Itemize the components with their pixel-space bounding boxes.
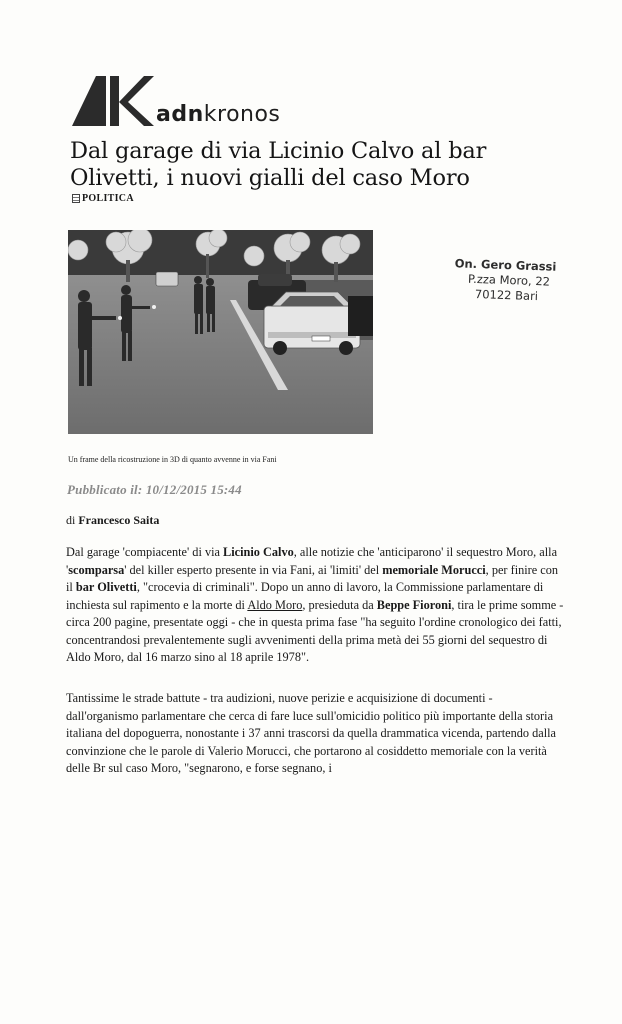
- published-date: Pubblicato il: 10/12/2015 15:44: [67, 482, 242, 497]
- bold-text: memoriale Morucci: [382, 562, 486, 577]
- address-stamp: [439, 256, 570, 306]
- logo-wordmark: adnkronos: [156, 102, 281, 127]
- adnkronos-logo-mark-icon: [72, 72, 156, 130]
- section-label-text: POLITICA: [82, 193, 134, 204]
- text-run: , alle notizie che 'anticiparono' il sequestro Moro, alla ': [66, 545, 558, 577]
- article-paragraph-1: [66, 544, 566, 667]
- stamp-line-city: 70122 Bari: [474, 286, 539, 304]
- bold-text: Beppe Fioroni: [376, 597, 452, 612]
- text-run: Dal garage 'compiacente' di via: [66, 545, 224, 559]
- text-run: , per finire con il: [66, 562, 559, 594]
- section-label[interactable]: [72, 193, 134, 204]
- author-name: Francesco Saita: [78, 513, 160, 527]
- text-run: , tira le prime somme - circa 200 pagine, presentate oggi - che in questa prima fase "ha seguito l'ordine cronologico dei fatti, concentrandosi prevalentemente sugli avvenimenti della prima metà dei 55 giorni del sequestro di Aldo Moro, dal 16 marzo sino al 18 aprile 1978".: [66, 597, 564, 664]
- bold-text: scomparsa: [68, 562, 125, 577]
- byline: [66, 513, 159, 528]
- article-image: [68, 230, 373, 434]
- image-caption: Un frame della ricostruzione in 3D di quanto avvenne in via Fani: [68, 455, 277, 464]
- article-headline: Dal garage di via Licinio Calvo al bar Olivetti, i nuovi gialli del caso Moro: [70, 138, 487, 191]
- bold-text: bar Olivetti: [75, 580, 137, 594]
- document-icon: [72, 194, 80, 203]
- stamp-line-street: P.zza Moro, 22: [467, 271, 551, 289]
- adnkronos-logo: [72, 72, 302, 130]
- inline-link[interactable]: Aldo Moro: [247, 597, 303, 612]
- article-paragraph-2: [66, 690, 566, 778]
- bold-text: Licinio Calvo: [223, 545, 294, 559]
- text-run: Tantissime le strade battute - tra audizioni, nuove perizie e acquisizione di documenti - dall'organismo parlamentare che cerca di fare luce sull'omicidio politico più importante della storia italiana del dopoguerra, nonostante i 37 anni trascorsi da quella drammatica vicenda, partendo dalla convinzione che le parole di Valerio Morucci, che portarono al cosiddetto memoriale con la verità delle Br sul caso Moro, "segnarono, e forse segnano, i: [66, 691, 556, 775]
- byline-prefix: di: [66, 513, 76, 527]
- text-run: , "crocevia di criminali". Dopo un anno di lavoro, la Commissione parlamentare di inchiesta sul rapimento e la morte di: [66, 580, 544, 612]
- text-run: , presieduta da: [302, 597, 377, 612]
- text-run: ' del killer esperto presente in via Fani, ai 'limiti' del: [124, 562, 383, 577]
- stamp-line-name: On. Gero Grassi: [454, 256, 557, 274]
